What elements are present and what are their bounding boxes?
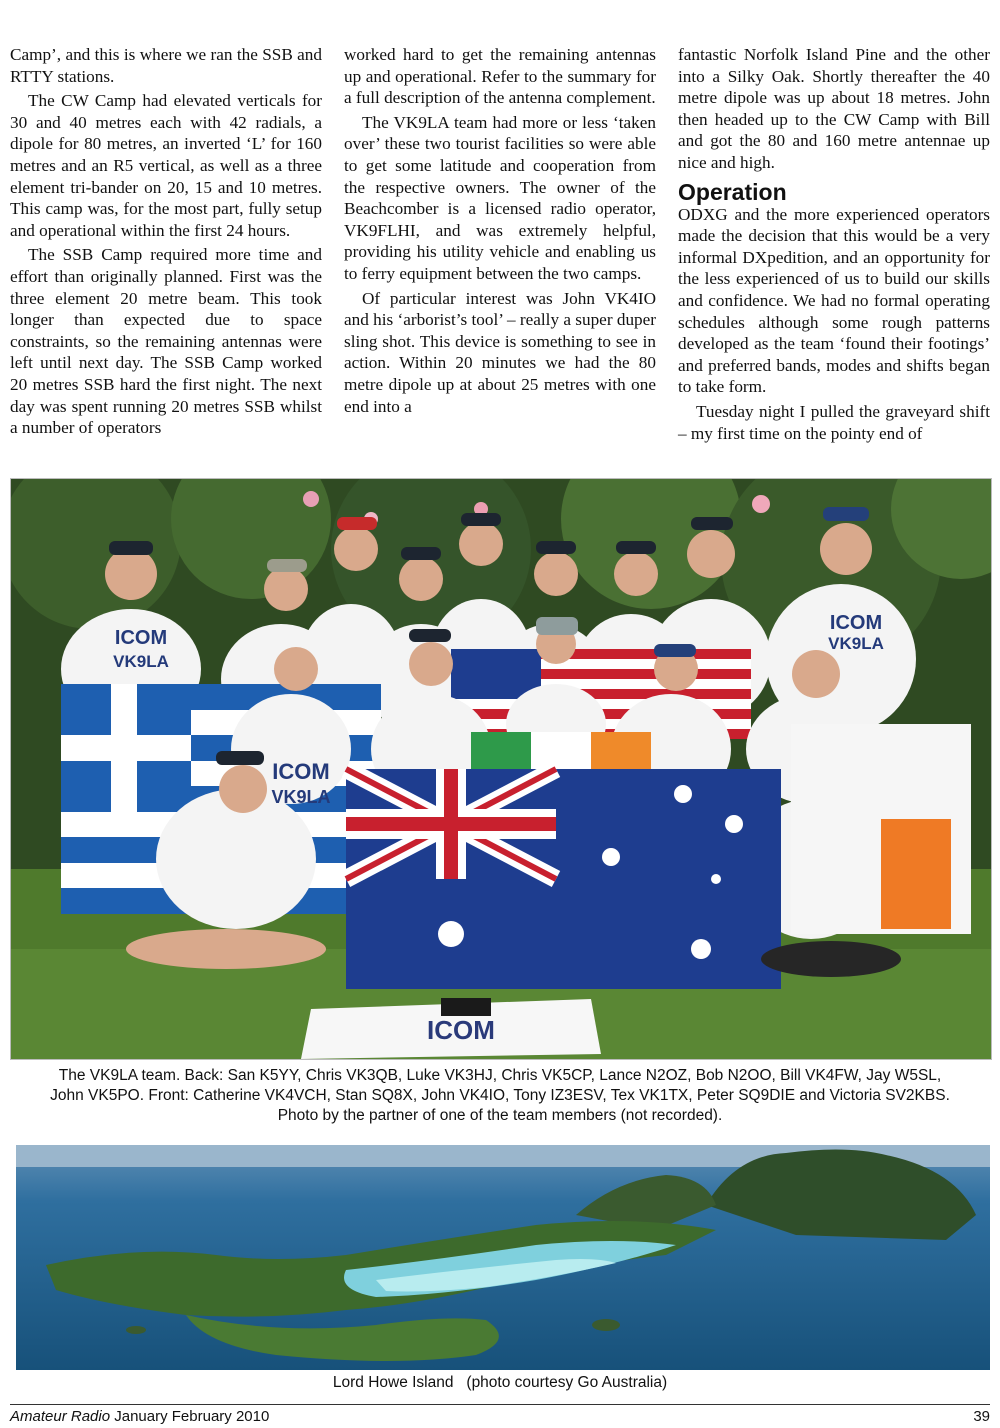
island-photo — [16, 1145, 990, 1370]
shirt-logo-brand: ICOM — [272, 759, 330, 784]
article-columns — [10, 44, 990, 474]
caption-line: John VK5PO. Front: Catherine VK4VCH, Stan SQ8X, John VK4IO, Tony IZ3ESV, Tex VK1TX, Peter SQ9DIE and Victoria SV2KBS. — [50, 1087, 950, 1104]
paragraph: The VK9LA team had more or less ‘taken over’ these two tourist facilities so were able to get some latitude and cooperation from the respective owners. The owner of the Beachcomber is a licensed radio operator, VK9FLHI, and was extremely helpful, providing his utility vehicle and enabling us to ferry equipment between the two camps. — [344, 112, 656, 283]
paragraph: Of particular interest was John VK4IO and his ‘arborist’s tool’ – really a super duper sling shot. This device is something to see in action. Within 20 minutes we had the 80 metre dipole up at about 25 metres with one end into a — [344, 288, 656, 416]
australian-flag — [346, 769, 781, 989]
paragraph: The SSB Camp required more time and effort than originally planned. First was the three element 20 metre beam. This took longer than expected due to space constraints, so the remaining antennas were left until next day. The SSB Camp worked 20 metres SSB hard the first night. The next day was spent running 20 metres SSB whilst a number of operators — [10, 245, 322, 438]
section-heading: Operation — [678, 178, 787, 205]
shirt-logo-call: VK9LA — [828, 634, 884, 653]
island-photo-caption: Lord Howe Island (photo courtesy Go Australia) — [332, 1374, 668, 1391]
shirt-logo-call: VK9LA — [113, 652, 169, 671]
column-1 — [10, 44, 322, 474]
page-footer — [10, 1404, 990, 1427]
paragraph: ODXG and the more experienced operators made the decision that this would be a very informal DXpedition, and an opportunity for the less experienced of us to build our skills and confidence. We had no formal operating schedules although some rough patterns developed as the team ‘found their footings’ and preferred bands, modes and shifts began to take form. — [678, 204, 990, 397]
irish-flag — [791, 724, 971, 934]
footer-publication — [10, 1408, 269, 1425]
team-photo — [10, 478, 992, 1060]
issue-date: January February 2010 — [110, 1407, 270, 1425]
shirt-logo-call: VK9LA — [271, 787, 331, 807]
magazine-title: Amateur Radio — [10, 1407, 111, 1425]
shirt-logo-brand: ICOM — [829, 612, 883, 634]
team-photo-caption — [10, 1066, 990, 1126]
page-number: 39 — [973, 1407, 990, 1425]
paragraph: Camp’, and this is where we ran the SSB and RTTY stations. — [10, 45, 322, 86]
column-3 — [678, 44, 990, 474]
column-2 — [344, 44, 656, 474]
shirt-logo-brand: ICOM — [114, 627, 168, 649]
paragraph: Tuesday night I pulled the graveyard shift – my first time on the pointy end of — [678, 401, 990, 443]
caption-line: The VK9LA team. Back: San K5YY, Chris VK3QB, Luke VK3HJ, Chris VK5CP, Lance N2OZ, Bob N2OO, Bill VK4FW, Jay W5SL, — [58, 1067, 942, 1084]
paragraph: worked hard to get the remaining antennas up and operational. Refer to the summary for a full description of the antenna complement. — [344, 45, 656, 108]
banner-logo: ICOM — [427, 1015, 495, 1045]
caption-line: Photo by the partner of one of the team members (not recorded). — [277, 1107, 723, 1124]
paragraph: The CW Camp had elevated verticals for 30 and 40 metres each with 42 radials, a dipole for 80 metres, an inverted ‘L’ for 160 metres and an R5 vertical, as well as a three element tri-bander on 20, 15 and 10 metres. This camp was, for the most part, fully setup and operational within the first 24 hours. — [10, 91, 322, 240]
paragraph: fantastic Norfolk Island Pine and the other into a Silky Oak. Shortly thereafter the 40 metre dipole was up about 18 metres. John then headed up to the CW Camp with Bill and got the 80 and 160 metre antennae up nice and high. — [678, 45, 990, 172]
